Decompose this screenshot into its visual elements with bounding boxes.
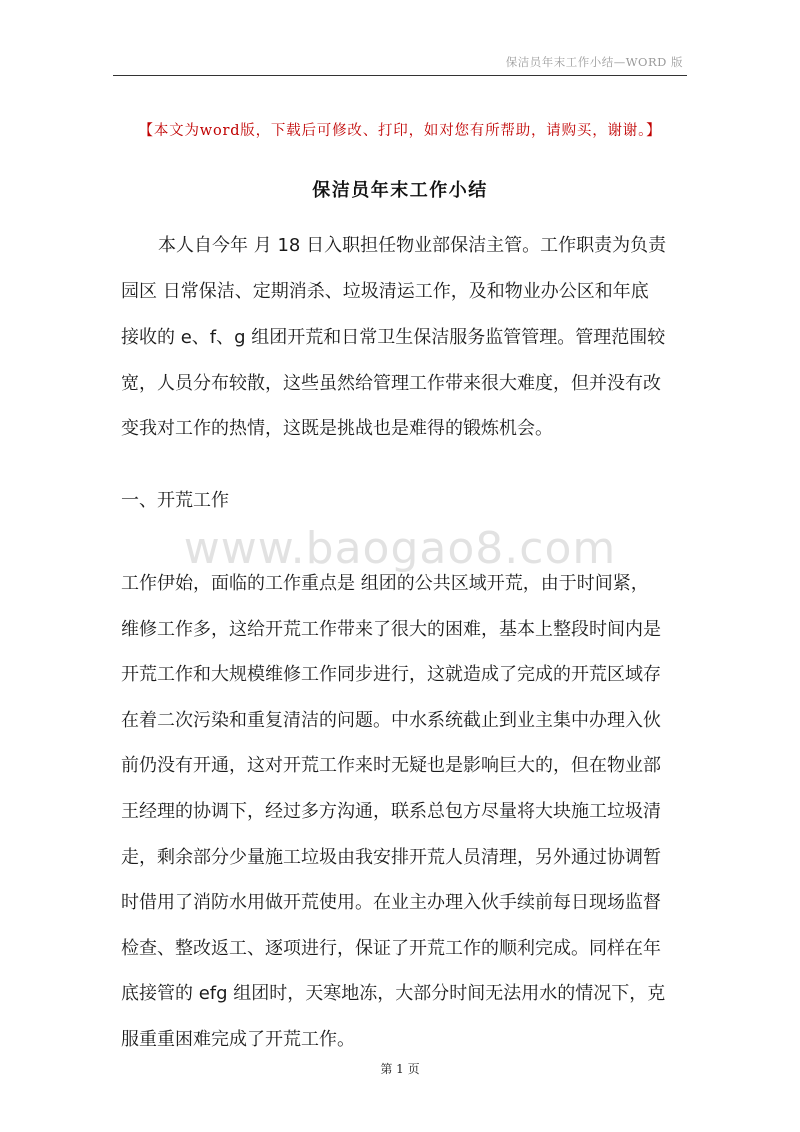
paragraph-2-line: 底接管的 efg 组团时，天寒地冻，大部分时间无法用水的情况下，克 [121,983,666,1004]
section-heading: 一、开荒工作 [121,490,229,511]
paragraph-1-line: 园区 日常保洁、定期消杀、垃圾清运工作，及和物业办公区和年底 [121,281,649,302]
paragraph-1-line: 接收的 e、f、g 组团开荒和日常卫生保洁服务监管管理。管理范围较 [121,327,666,348]
running-header: 保洁员年末工作小结—WORD 版 [505,55,683,69]
download-notice: 【本文为word版，下载后可修改、打印，如对您有所帮助，请购买，谢谢。】 [138,123,662,139]
paragraph-1-line: 变我对工作的热情，这既是挑战也是难得的锻炼机会。 [121,418,553,439]
paragraph-2-line: 工作伊始，面临的工作重点是 组团的公共区域开荒，由于时间紧， [121,573,649,594]
paragraph-2-line: 王经理的协调下，经过多方沟通，联系总包方尽量将大块施工垃圾清 [121,801,661,822]
paragraph-2-line: 开荒工作和大规模维修工作同步进行，这就造成了完成的开荒区域存 [121,664,661,685]
paragraph-2-line: 时借用了消防水用做开荒使用。在业主办理入伙手续前每日现场监督 [121,892,661,913]
paragraph-2-line: 维修工作多，这给开荒工作带来了很大的困难，基本上整段时间内是 [121,619,661,640]
paragraph-2-line: 服重重困难完成了开荒工作。 [121,1029,355,1050]
header-divider [113,75,687,76]
paragraph-2-line: 走，剩余部分少量施工垃圾由我安排开荒人员清理，另外通过协调暂 [121,847,661,868]
watermark: www.baogao8.com [183,523,617,574]
page-number: 第 1 页 [380,1062,420,1076]
paragraph-1-line: 本人自今年 月 18 日入职担任物业部保洁主管。工作职责为负责 [158,235,667,256]
paragraph-2-line: 在着二次污染和重复清洁的问题。中水系统截止到业主集中办理入伙 [121,710,661,731]
document-title: 保洁员年末工作小结 [312,180,488,201]
paragraph-2-line: 检查、整改返工、逐项进行，保证了开荒工作的顺利完成。同样在年 [121,938,661,959]
paragraph-1-line: 宽，人员分布较散，这些虽然给管理工作带来很大难度，但并没有改 [121,373,661,394]
paragraph-2-line: 前仍没有开通，这对开荒工作来时无疑也是影响巨大的，但在物业部 [121,755,661,776]
